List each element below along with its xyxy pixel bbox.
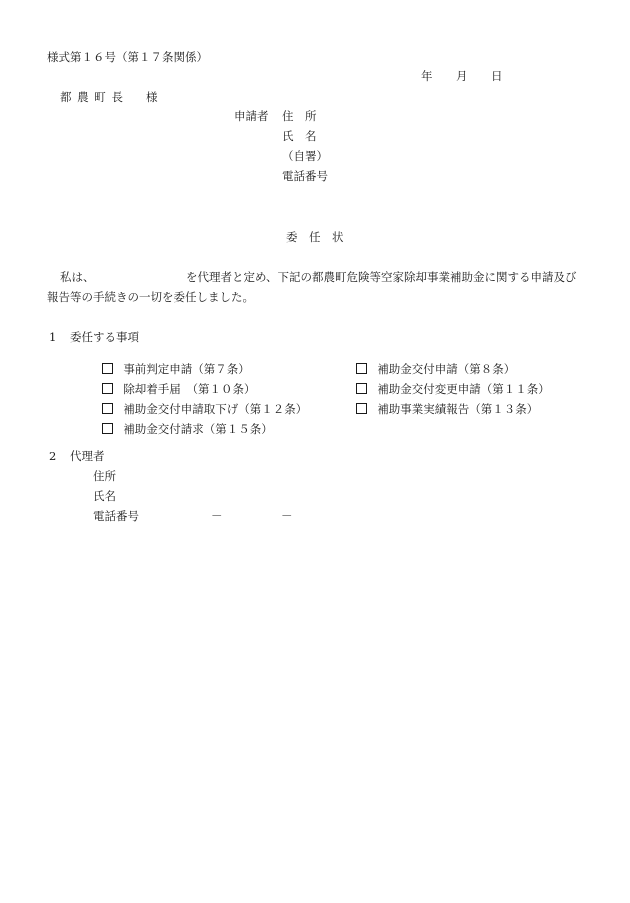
body-line1-prefix: 私は、 <box>60 270 95 284</box>
delegated-item-label: 除却着手届 （第１０条） <box>123 381 256 396</box>
agent-address-label: 住所 <box>93 469 116 483</box>
applicant-signature-label: （自署） <box>282 149 328 163</box>
checkbox[interactable] <box>356 403 367 414</box>
agent-name-label: 氏名 <box>93 489 116 503</box>
delegated-item-label: 補助金交付変更申請（第１１条） <box>377 381 550 396</box>
section1-number: 1 <box>49 330 57 344</box>
delegated-item <box>349 391 538 415</box>
applicant-label: 申請者 <box>234 109 269 123</box>
body-line1-suffix: を代理者と定め、下記の都農町危険等空家除却事業補助金に関する申請及び <box>186 270 577 284</box>
phone-separator: － <box>281 509 293 523</box>
checkbox[interactable] <box>102 423 113 434</box>
body-line2: 報告等の手続きの一切を委任しました。 <box>47 290 254 304</box>
delegated-item-label: 補助金交付請求（第１５条） <box>123 421 273 436</box>
delegated-item-label: 事前判定申請（第７条） <box>123 361 250 376</box>
applicant-address-label: 住 所 <box>282 109 317 123</box>
form-number: 様式第１６号（第１７条関係） <box>47 50 208 64</box>
agent-phone-label: 電話番号 <box>93 509 139 523</box>
section2-heading: 代理者 <box>70 449 105 463</box>
date-day-label: 日 <box>491 69 503 83</box>
delegated-item <box>95 411 273 435</box>
delegated-item-label: 補助金交付申請取下げ（第１２条） <box>123 401 308 416</box>
applicant-phone-label: 電話番号 <box>282 169 328 183</box>
addressee-name: 都 農 町 長 <box>60 90 124 104</box>
delegated-item-label: 補助事業実績報告（第１３条） <box>377 401 539 416</box>
applicant-name-label: 氏 名 <box>282 129 317 143</box>
phone-separator: － <box>211 509 223 523</box>
date-year-label: 年 <box>421 69 433 83</box>
section1-heading: 委任する事項 <box>70 330 139 344</box>
section2-number: 2 <box>49 449 57 463</box>
delegated-item-label: 補助金交付申請（第８条） <box>377 361 516 376</box>
date-month-label: 月 <box>456 69 468 83</box>
addressee-honorific: 様 <box>146 90 158 104</box>
document-title: 委 任 状 <box>286 230 344 244</box>
